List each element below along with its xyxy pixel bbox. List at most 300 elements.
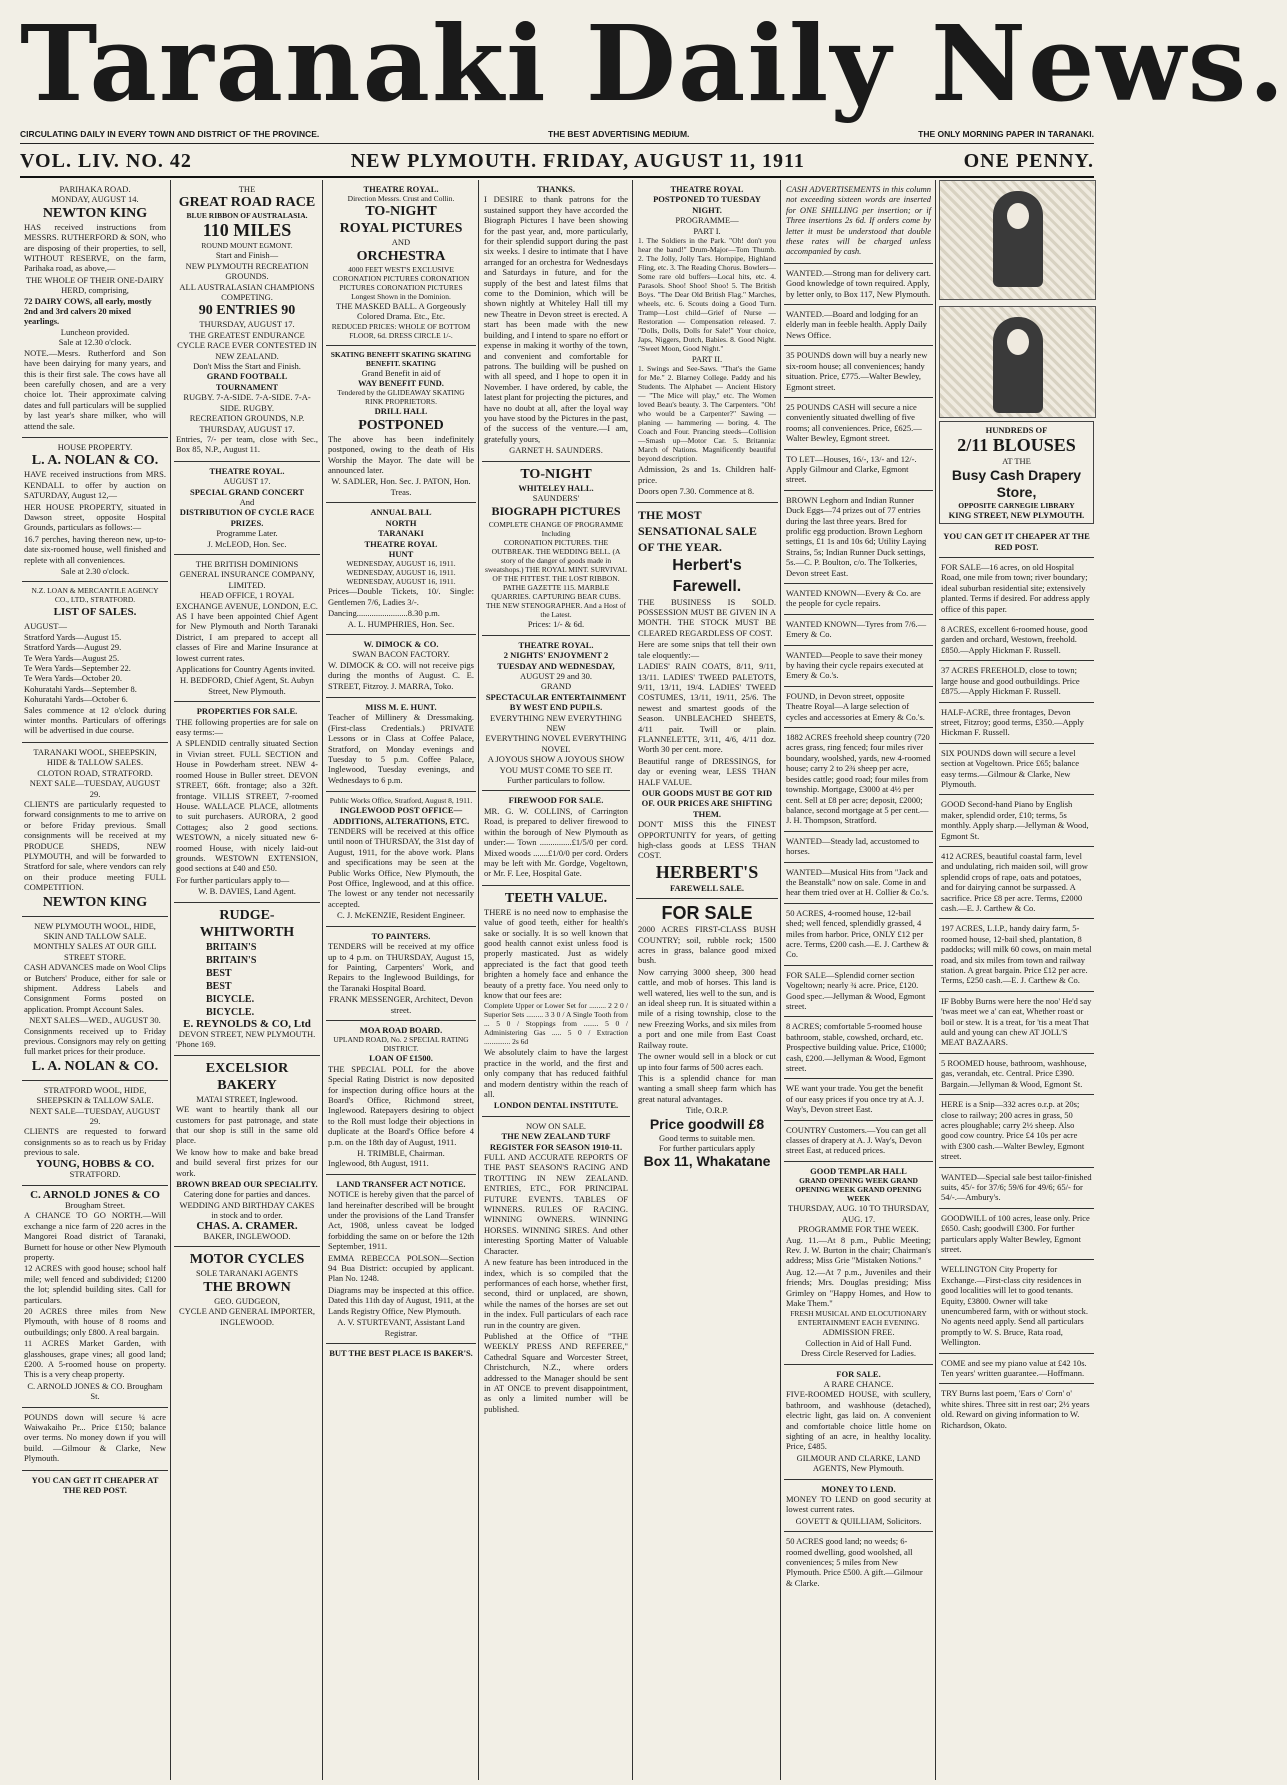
- ad-body: NOTICE is hereby given that the parcel of land hereinafter described will be brought under the provisions of the Land Transfer Act, 1908, unless caveat be lodged forbidding the same on or before the 12th September, 1911.: [328, 1189, 474, 1252]
- ad-line: NEXT SALE—TUESDAY, AUGUST 29.: [29, 778, 161, 799]
- ad-signature: J. McLEOD, Hon. Sec.: [207, 538, 287, 549]
- sale-date: Kohuratahi Yards—September 8.: [24, 683, 137, 694]
- advert-turf-register: [482, 1117, 630, 1420]
- advert-teeth-value: [482, 886, 630, 1117]
- ad-line: PART I.: [693, 225, 721, 236]
- slogan-word: BEST: [206, 980, 232, 992]
- advert-excelsior-bakery: [174, 1056, 320, 1248]
- ad-body: AS I have been appointed Chief Agent for New Plymouth and North Taranaki District, I am prepared to accept all classes of Fire and Marine Insurance at lowest current rates.: [176, 611, 318, 663]
- sale-date: Stratford Yards—August 15.: [24, 631, 122, 642]
- ad-signature: LONDON DENTAL INSTITUTE.: [493, 1100, 619, 1111]
- ad-line: REDUCED PRICES: WHOLE OF BOTTOM FLOOR, 6d. DRESS CIRCLE 1/-.: [331, 321, 471, 340]
- classified-ad: TRY Burns last poem, 'Ears o' Corn' o' white shires. Three sitt in rest oar; 2½ years old. Reward on giving information to W. Richardson, Okato.: [941, 1388, 1090, 1430]
- ad-heading: PARIHAKA ROAD.: [59, 184, 131, 194]
- column-2: [174, 180, 320, 1780]
- ad-line: ANNUAL BALL: [370, 507, 432, 518]
- ad-line: FAREWELL SALE.: [669, 882, 744, 893]
- ad-signature: GILMOUR AND CLARKE, LAND AGENTS, New Plymouth.: [796, 1452, 921, 1474]
- ad-line: 4000 FEET WEST'S EXCLUSIVE CORONATION PICTURES CORONATION PICTURES CORONATION PICTURES: [332, 264, 470, 292]
- ad-line: Further particulars to follow.: [507, 775, 605, 786]
- ad-title: INGLEWOOD POST OFFICE—ADDITIONS, ALTERATIONS, ETC.: [332, 805, 470, 826]
- ad-title: POSTPONED: [358, 417, 444, 433]
- ad-line: OUR GOODS MUST BE GOT RID OF. OUR PRICES ARE SHIFTING THEM.: [641, 787, 773, 819]
- ad-signature: CHAS. A. CRAMER.: [196, 1219, 298, 1232]
- ad-signature: W. B. DAVIES, Land Agent.: [198, 886, 296, 897]
- ad-title: TEETH VALUE.: [504, 890, 608, 906]
- column-1: [22, 180, 168, 1780]
- advert-land-transfer: [326, 1175, 476, 1344]
- ad-line: Don't Miss the Start and Finish.: [193, 361, 301, 372]
- ad-heading: STRATFORD WOOL, HIDE, SHEEPSKIN & TALLOW SALE.: [36, 1084, 154, 1106]
- ad-signature: H. BEDFORD, Chief Agent, St. Aubyn Street, New Plymouth.: [180, 675, 314, 696]
- ad-line: TARANAKI: [378, 528, 424, 539]
- ad-line: LOAN OF £1500.: [369, 1053, 433, 1064]
- fee-list: Complete Upper or Lower Set for ......... 2 2 0 / Superior Sets ......... 3 3 0 / A Single Tooth from ... 5 0 / Stoppings from ........ 5 0 / Administering Gas ..... 5 0 / Extraction .............. 2s 6d: [484, 1001, 628, 1047]
- ad-body: HAS received instructions from MESSRS. RUTHERFORD & SON, who are disposing of their properties, to sell, WITHOUT RESERVE, on the farm, Parihaka road, as above,—: [24, 221, 166, 274]
- ad-title: 2/11 BLOUSES: [957, 435, 1076, 456]
- tagline-left: CIRCULATING DAILY IN EVERY TOWN AND DISTRICT OF THE PROVINCE.: [20, 129, 320, 139]
- ad-line: HUNT: [388, 548, 414, 559]
- classified-ad: WANTED—People to save their money by having their cycle repairs executed at Emery & Co.'s.: [784, 646, 933, 687]
- classified-ad: GOOD Second-hand Piano by English maker, splendid order, £10; terms, 5s monthly. Apply sharp.—Jellyman & Wood, Egmont St.: [939, 795, 1094, 847]
- ad-title: DRILL HALL: [374, 406, 428, 417]
- ad-line: Sale at 2.30 o'clock.: [60, 566, 130, 576]
- ad-heading: THE BRITISH DOMINIONS GENERAL INSURANCE COMPANY, LIMITED.: [179, 558, 315, 590]
- ad-body: Sales commence at 12 o'clock during winter months. Particulars of offerings will be advertised in due course.: [24, 704, 166, 736]
- ad-heading: N.Z. LOAN & MERCANTILE AGENCY CO., LTD., STRATFORD.: [31, 586, 159, 605]
- ad-body: THE SPECIAL POLL for the above Special Rating District is now deposited for inspection during office hours at the Board's Office, Richmond street, Inglewood. Ratepayers desiring to object to the Roll must lodge their objections in duplicate at the Board's Office before 4 p.m. on the 18th day of August, 1911.: [328, 1063, 474, 1147]
- ad-line: Good terms to suitable men.: [658, 1132, 756, 1143]
- slogan-word: BEST: [206, 967, 232, 979]
- ad-line: THE: [238, 184, 256, 194]
- ad-title: Herbert's Farewell.: [672, 556, 742, 595]
- advert-thanks: [482, 180, 630, 462]
- price: ONE PENNY.: [963, 149, 1094, 172]
- classified-ad: HERE is a Snip—332 acres o.r.p. at 20s; close to railway; 200 acres in grass, 50 acres ploughable; carry 2½ sheep. Also good cow country. Price £4 10s per acre with £300 cash.—Walter Bewley, Egmont street.: [939, 1095, 1094, 1167]
- ad-line: Doors open 7.30. Commence at 8.: [638, 486, 755, 497]
- classified-ad: WANTED.—Strong man for delivery cart. Good knowledge of town required. Apply, by letter only, to Box 117, New Plymouth.: [784, 264, 933, 305]
- ad-line: BUT THE BEST PLACE IS BAKER'S.: [329, 1347, 473, 1358]
- ad-line: Sale at 12.30 o'clock.: [58, 337, 132, 348]
- classified-ad: BROWN Leghorn and Indian Runner Duck Eggs—74 prizes out of 77 entries during the last three years. Bred for prolific egg production. Brown Leghorn settings, £1 1s and 10s 6d; Utility Laying Strains, 5s; Indian Runner Duck settings, 5s.—C. P. Boulton, c/o. The Tolkeries, Devon street East.: [784, 491, 933, 584]
- ad-line: GEO. GUDGEON,: [214, 1295, 280, 1306]
- classified-ad: 8 ACRES, excellent 6-roomed house, good garden and orchard, Westown, freehold. £850.—Apply Hickman F. Russell.: [939, 620, 1094, 661]
- advert-road-race: [174, 180, 320, 462]
- ad-title: WHITELEY HALL.: [518, 482, 594, 493]
- column-rule: [170, 180, 171, 1780]
- ad-title: FOR SALE.: [836, 1368, 881, 1379]
- ad-body: MONEY TO LEND on good security at lowest current rates.: [786, 1494, 931, 1515]
- ad-line: RECREATION GROUNDS, N.P.: [189, 413, 305, 424]
- ad-body: Here are some snips that tell their own tale eloquently:—: [638, 639, 776, 660]
- advert-rare-chance: [784, 1365, 933, 1480]
- advert-cycle-concert: [174, 462, 320, 555]
- ad-body: A CHANCE TO GO NORTH.—Will exchange a nice farm of 220 acres in the Mangorei Road district of Taranaki, Burnett for house or other New Plymouth property.: [24, 1210, 166, 1262]
- ad-line: MONTHLY SALES AT OUR GILL STREET STORE.: [33, 941, 157, 962]
- ad-firm: NEWTON KING: [42, 205, 148, 221]
- ad-line: HUNDREDS OF: [985, 425, 1048, 435]
- dateline-rule: [20, 176, 1094, 178]
- ad-signature: FRANK MESSENGER, Architect, Devon street.: [329, 994, 473, 1015]
- ad-line: BROWN BREAD OUR SPECIALITY.: [176, 1179, 318, 1190]
- ad-firm: NEWTON KING: [42, 894, 148, 910]
- classified-ad: GOODWILL of 100 acres, lease only. Price £650. Cash; goodwill £300. For further particulars apply Walter Bewley, Egmont street.: [939, 1209, 1094, 1261]
- dateline: [20, 148, 1094, 174]
- ad-title: THEATRE ROYAL.: [209, 465, 285, 476]
- ad-firm: E. REYNOLDS & CO, Ltd: [183, 1017, 311, 1030]
- advert-post-office-tender: [326, 792, 476, 926]
- ad-line: ROUND MOUNT EGMONT.: [201, 241, 293, 251]
- newspaper-title: Taranaki Daily News.: [20, 2, 1287, 125]
- ad-title: 110 MILES: [202, 220, 292, 241]
- ad-title: Busy Cash Drapery Store,: [951, 466, 1082, 500]
- ad-title: ORCHESTRA: [356, 248, 446, 264]
- advert-taranaki-wool: [22, 743, 168, 917]
- ad-body: LADIES' RAIN COATS, 8/11, 9/11, 13/11. LADIES' TWEED PALETOTS, 9/11, 13/11, 19/4. LADIES' TWEED COSTUMES, 13/11, 19/11, 25/6. The newest and smartest goods of the Season. UNBLEACHED SHEETS, 4/11 pair. Twill or plain. FLANNELETTE, 3/11, 4/6, 4/11 doz. Worth 30 per cent. more.: [638, 661, 776, 755]
- ad-line: A RARE CHANCE.: [823, 1378, 894, 1389]
- ad-title: TO PAINTERS.: [371, 930, 431, 941]
- ad-line: DEVON STREET, NEW PLYMOUTH.: [178, 1028, 316, 1039]
- ad-firm: C. ARNOLD JONES & CO: [30, 1188, 160, 1201]
- ad-line: PROGRAMME—: [675, 215, 739, 226]
- ad-body: The owner would sell in a block or cut up into four farms of 500 acres each.: [638, 1051, 776, 1072]
- ad-line: A JOYOUS SHOW A JOYOUS SHOW: [487, 754, 625, 765]
- ad-title: GRAND FOOTBALL TOURNAMENT: [206, 371, 288, 392]
- advert-bakers: [326, 1344, 476, 1363]
- ad-line: STRATFORD.: [69, 1169, 121, 1180]
- ad-signature: A. L. HUMPHRIES, Hon. Sec.: [347, 618, 455, 629]
- ad-body: DON'T MISS this the FINEST OPPORTUNITY for years, of getting high-class goods at LESS THAN COST.: [638, 819, 776, 861]
- ad-title: DISTRIBUTION OF CYCLE RACE PRIZES.: [179, 507, 315, 528]
- lady-illustration: [939, 180, 1096, 300]
- ad-body: A new feature has been introduced in the index, which is so compiled that the performances of each horse, whether first, second, third or unplaced, are shown, while the names of the horses are set out in the index. Full particulars of each race run in the country are given.: [484, 1257, 628, 1330]
- ad-title: BIOGRAPH PICTURES: [491, 504, 621, 519]
- ad-body: THERE is no need now to emphasise the value of good teeth, either for health's sake or socially. It is so well known that good health cannot exist unless food is properly masticated. Just as widely appreciated is the fact that good teeth brighten a homely face and enhance the beauty of a pretty face. You need only to know that our fees are:: [484, 906, 628, 1000]
- ad-line: HEAD OFFICE, 1 ROYAL EXCHANGE AVENUE, LONDON, E.C.: [176, 590, 318, 611]
- ad-line: Catering done for parties and dances.: [183, 1189, 311, 1200]
- ad-line: SAUNDERS': [532, 492, 580, 503]
- advert-properties: [174, 702, 320, 902]
- ad-body: NOTE.—Mesrs. Rutherford and Son have been dairying for many years, and this is their first sale. The cows have all been carefully chosen, and are a very choice lot. Their approximate calving dates and full particulars will be supplied by last year's share milker, who will attend the sale.: [24, 347, 166, 431]
- classified-ad: 50 ACRES, 4-roomed house, 12-bail shed; well fenced, splendidly grassed, 4 miles from harbor. Price, ONLY £12 per acre. Terms, £200 cash.—E. J. Carthew & Co.: [784, 904, 933, 966]
- ad-line: AT THE: [1002, 456, 1031, 467]
- ad-line: EVERYTHING NEW EVERYTHING NEW: [489, 712, 623, 734]
- sales-list: [24, 632, 166, 705]
- advert-rudge-whitworth: [174, 903, 320, 1056]
- ad-line: GRAND OPENING WEEK GRAND OPENING WEEK GRAND OPENING WEEK: [795, 1176, 922, 1204]
- ad-body: HER HOUSE PROPERTY, situated in Dawson street, opposite Hospital Grounds, particulars as follows:—: [24, 501, 166, 533]
- ad-line: NEW PLYMOUTH RECREATION GROUNDS.: [185, 260, 309, 282]
- slogan-word: BRITAIN'S: [206, 941, 257, 953]
- advert-red-post: [22, 1471, 168, 1501]
- ad-line: Title, O.R.P.: [686, 1105, 728, 1116]
- ad-line: 72 DAIRY COWS, all early, mostly 2nd and 3rd calvers 20 mixed yearlings.: [24, 295, 152, 327]
- ad-body: 11 ACRES Market Garden, with glasshouses, grape vines; all good land; £200. A 5-roomed house on property. This is a very cheap property.: [24, 1338, 166, 1380]
- classified-ad: 37 ACRES FREEHOLD, close to town; large house and good outbuildings. Price £875.—Apply Hickman F. Russell.: [939, 661, 1094, 702]
- ad-body: We know how to make and bake bread and build several first prizes for our work.: [176, 1146, 318, 1178]
- ad-body: W. DIMOCK & CO. will not receive pigs during the months of August. C. E. STREET, Fitzroy. J. MARRA, Toko.: [328, 659, 474, 691]
- ad-line: SOLE TARANAKI AGENTS: [195, 1268, 299, 1279]
- ad-line: AUGUST 17.: [223, 476, 271, 487]
- ad-line: KING STREET, NEW PLYMOUTH.: [948, 509, 1085, 520]
- classified-ad: FOR SALE—Splendid corner section Vogeltown; nearly ¾ acre. Price, £120. Good spec.—Jellyman & Wood, Egmont street.: [784, 966, 933, 1018]
- ad-line: SKATING BENEFIT SKATING SKATING BENEFIT. SKATING: [330, 349, 472, 368]
- advert-painters: [326, 927, 476, 1021]
- column-rule: [935, 180, 936, 1780]
- ad-line: CLOTON ROAD, STRATFORD.: [37, 767, 153, 778]
- sale-date: Te Wera Yards—August 25.: [24, 652, 120, 663]
- advert-stratford-wool: [22, 1081, 168, 1186]
- slogan-word: BICYCLE.: [206, 1006, 255, 1018]
- ad-line: For further particulars apply: [658, 1142, 756, 1153]
- advert-herberts-sale: [636, 503, 778, 900]
- ad-line: Longest Shown in the Dominion.: [351, 291, 451, 301]
- ad-line: 2 NIGHTS' ENJOYMENT 2 TUESDAY AND WEDNESDAY,: [497, 650, 615, 671]
- ad-signature: GOVETT & QUILLIAM, Solicitors.: [795, 1515, 922, 1526]
- advert-millinery: [326, 698, 476, 792]
- column-rule: [632, 180, 633, 1780]
- ad-title: EXCELSIOR BAKERY: [205, 1060, 289, 1093]
- ad-signature: C. J. McKENZIE, Resident Engineer.: [337, 910, 465, 921]
- ad-body: Entries, 7/- per team, close with Sec., Box 85, N.P., August 11.: [176, 433, 318, 455]
- ad-line: SWAN BACON FACTORY.: [352, 649, 450, 660]
- ad-heading: TARANAKI WOOL, SHEEPSKIN, HIDE & TALLOW SALES.: [33, 746, 157, 768]
- ad-body: WE want to heartily thank all our customers for past patronage, and state that our shop is still in the same old place.: [176, 1104, 318, 1146]
- ad-title: THE BROWN: [203, 1279, 291, 1295]
- ad-line: THE WHOLE OF THEIR ONE-DAIRY HERD, comprising,: [25, 274, 165, 296]
- classified-ad: WELLINGTON City Property for Exchange.—First-class city residences in good localities will let to good tenants. Equity, £3800. Owner will take unencumbered farm, with or without stock. No agents need apply. Send all particulars promptly to W. S. Bruce, Rata road, Wellington.: [939, 1260, 1094, 1353]
- classified-ad: FOUND, in Devon street, opposite Theatre Royal—A large selection of cycles and accessories at Emery & Co.'s.: [784, 687, 933, 728]
- ad-title: FIREWOOD FOR SALE.: [508, 795, 604, 806]
- ad-body: 16.7 perches, having thereon new, up-to-date six-roomed house, well finished and replete with all conveniences.: [24, 533, 166, 565]
- ad-body: 12 ACRES with good house; school half mile; well fenced and subdivided; £1200 the lot; splendid building sites. Call for particulars.: [24, 1263, 166, 1305]
- advert-money-to-lend: [784, 1480, 933, 1533]
- advert-postponed-concert: [636, 180, 778, 503]
- ad-line: THURSDAY, AUGUST 17.: [199, 319, 295, 330]
- tagline-right: THE ONLY MORNING PAPER IN TARANAKI.: [918, 129, 1094, 139]
- tagline: [20, 129, 1094, 139]
- ad-line: BAKER, INGLEWOOD.: [203, 1231, 291, 1242]
- classified-ad: 197 ACRES, L.I.P., handy dairy farm, 5-roomed house, 12-bail shed, plantation, 8 paddocks; will milk 60 cows, on main metal road, and six miles from town and railway station. A great bargain. Price £12 per acre. Terms, £250 cash.—E. J. Carthew & Co.: [939, 919, 1094, 991]
- ad-line: 'Phone 169.: [176, 1039, 216, 1050]
- ad-body: Published at the Office of "THE WEEKLY PRESS AND REFEREE," Cathedral Square and Worcester Street, Christchurch, N.Z., where orders addressed to the Manager should be sent in AT ONCE to prevent disappointment, as only a limited number will be published.: [484, 1330, 628, 1414]
- classified-ad: WE want your trade. You get the benefit of our easy prices if you once try at A. J. Way's, Devon street East.: [784, 1079, 933, 1120]
- column-rule: [322, 180, 323, 1780]
- advert-dimock: [326, 635, 476, 698]
- ad-body: MR. G. W. COLLINS, of Carrington Road, is prepared to deliver firewood to within the borough of New Plymouth as under:— Town ...............£1/5/0 per cord. Mixed woods .......£1/0/0 per cord. Orders may be left with Mr. Gordge, Vogeltown, or Mr. F. Lee, Hospital Gate.: [484, 805, 628, 879]
- column-3: [326, 180, 476, 1780]
- ad-body: THE following properties are for sale on easy terms:—: [176, 716, 318, 738]
- cash-ad-notice: [784, 180, 933, 264]
- ad-line: NORTH: [385, 517, 417, 528]
- ad-line: YOU CAN GET IT CHEAPER AT THE RED POST.: [943, 531, 1090, 552]
- ad-line: CYCLE AND GENERAL IMPORTER, INGLEWOOD.: [178, 1306, 316, 1327]
- ad-title: 90 ENTRIES 90: [198, 303, 296, 319]
- ad-body: The above has been indefinitely postponed, owing to the death of His Worship the Mayor. The date will be announced later.: [328, 433, 474, 476]
- slogan-word: BICYCLE.: [206, 993, 255, 1005]
- classified-ad: WANTED.—Board and lodging for an elderly man in feeble health. Apply Daily News Office.: [784, 305, 933, 346]
- ad-line: THE MASKED BALL. A Gorgeously Colored Drama. Etc., Etc.: [336, 300, 466, 322]
- advert-west-end: [482, 636, 630, 792]
- classified-ad: FOR SALE—16 acres, on old Hospital Road, one mile from town; river boundary; ideal suburban residential site; extensively planted. Terms if desired. For address apply office of this paper.: [939, 558, 1094, 620]
- ad-title: SPECIAL GRAND CONCERT: [190, 486, 304, 497]
- place-date: NEW PLYMOUTH. FRIDAY, AUGUST 11, 1911: [350, 149, 805, 172]
- ad-body: Teacher of Millinery & Dressmaking. (First-class Credentials.) PRIVATE Lessons or in Class at Coffee Palace, Stratford, on Monday evenings and Tuesday to 5 p.m. Coffee Palace, Inglewood, Tuesday evenings, and Wednesdays to 6 p.m.: [328, 712, 474, 785]
- ad-body: FIVE-ROOMED HOUSE, with scullery, bathroom, and washhouse (detached), electric light, gas laid on. A convenient and comfortable choice little home on sighting of an acre, in healthy locality. Price, £485.: [786, 1389, 931, 1452]
- ad-body: Now carrying 3000 sheep, 300 head cattle, and mob of horses. This land is well watered, lies well to the sun, and is an ideal sheep run. It is situated within a mile of a rising township, close to the new Freezing Works, and six miles from a port and one mile from East Coast Railway route.: [638, 966, 776, 1050]
- advert-arnold-jones: [22, 1186, 168, 1408]
- sale-date: Kohuratahi Yards—October 6.: [24, 694, 128, 705]
- ad-body: Applications for Country Agents invited.: [176, 664, 316, 675]
- classified-ad: COME and see my piano value at £42 10s. Ten years' written guarantee.—Hoffmann.: [939, 1354, 1094, 1385]
- masthead-rule: [20, 143, 1094, 144]
- ad-line: And: [239, 496, 255, 507]
- ad-body: For further particulars apply to—: [176, 874, 290, 885]
- ad-title: SPECTACULAR ENTERTAINMENT BY WEST END PUPILS.: [485, 691, 627, 713]
- advert-pounds-down: [22, 1408, 168, 1471]
- sale-date: Stratford Yards—August 29.: [24, 642, 122, 653]
- ad-body: Prices—Double Tickets, 10/. Single: Gentlemen 7/6, Ladies 3/-.: [328, 586, 474, 607]
- ad-title: LIST OF SALES.: [53, 606, 137, 619]
- advert-red-post: [939, 527, 1094, 558]
- classified-ad: WANTED KNOWN—Every & Co. are the people for cycle repairs.: [784, 584, 933, 615]
- ad-title: TO-NIGHT: [520, 466, 592, 482]
- ad-title: WAY BENEFIT FUND.: [358, 378, 444, 389]
- ad-body: HAVE received instructions from MRS. KENDALL to offer by auction on SATURDAY, August 12,—: [24, 469, 166, 501]
- column-7: [939, 180, 1094, 1780]
- classified-ad: 50 ACRES good land; no weeds; 6-roomed dwelling, good woolshed, all conveniences; 5 miles from New Plymouth. Price £500. A gift.—Gilmour & Clarke.: [786, 1536, 923, 1588]
- advert-np-wool: [22, 917, 168, 1081]
- ad-line: UPLAND ROAD, No. 2 SPECIAL RATING DISTRICT.: [333, 1035, 469, 1054]
- ad-signature: C. ARNOLD JONES & CO. Brougham St.: [27, 1380, 163, 1402]
- ad-title: Box 11, Whakatane: [643, 1153, 771, 1170]
- ad-line: FRESH MUSICAL AND ELOCUTIONARY ENTERTAINMENT EACH EVENING.: [790, 1309, 927, 1328]
- classified-ad: TO LET—Houses, 16/-, 13/- and 12/-. Apply Gilmour and Clarke, Egmont street.: [784, 450, 933, 491]
- ad-heading: HOUSE PROPERTY.: [57, 441, 133, 452]
- classified-ad: 5 ROOMED house, bathroom, washhouse, gas, verandah, etc. Central. Price £390. Bargain.—Jellyman & Wood, Egmont St.: [939, 1054, 1094, 1095]
- figure-face: [1007, 203, 1029, 229]
- ad-body: I DESIRE to thank patrons for the sustained support they have accorded the Biograph Pictures I have been showing for the past year, and, more particularly, for their splendid support during the past six weeks. I desire to intimate that I have arranged for an orchestra for Wednesdays and Saturdays in future, and for the supply of the best and latest films that come to the Dominion, which will be shown nightly at Whiteley Hall till my new Theatre in Devon street is erected. A start has been made with the new building, and I intend to spare no effort or expense in making it worthy of the town, and convenient and comfortable for patrons. The building will be pushed on with all speed, and I hope to open it in November. I have ordered, by cable, the latest plant for projecting the pictures, and have no doubt at all, after the loyal way you have stood by the Pictures in the past, of the success of the venture.—I am, gratefully yours,: [484, 194, 628, 444]
- ad-line: THURSDAY, AUG. 10 TO THURSDAY, AUG. 17.: [787, 1203, 929, 1224]
- ad-title: FOR SALE: [661, 903, 753, 924]
- classified-ad: 25 POUNDS CASH will secure a nice conveniently situated dwelling of five rooms; all conveniences. Price, £625.—Walter Bewley, Egmont street.: [784, 398, 933, 450]
- ad-signature: A. V. STURTEVANT, Assistant Land Registrar.: [337, 1317, 465, 1338]
- ad-line: THURSDAY, AUGUST 17.: [199, 423, 295, 434]
- ad-line: Programme Later.: [216, 528, 278, 539]
- ad-title: PROPERTIES FOR SALE.: [196, 706, 298, 717]
- ad-line: Public Works Office, Stratford, August 8, 1911.: [329, 796, 473, 806]
- column-rule: [478, 180, 479, 1780]
- ad-title: GOOD TEMPLAR HALL: [810, 1165, 907, 1176]
- ad-title: THEATRE ROYAL.: [363, 184, 439, 194]
- classified-ad: IF Bobby Burns were here the noo' He'd say 'twas meet we a' can eat, Whether roast or boil or stew. It is a treat, for 'tis a meat That auld and young can chew AT JOLL'S MEAT BAZAARS.: [939, 992, 1094, 1054]
- advert-moa-road-board: [326, 1021, 476, 1175]
- ad-body: Consignments received up to Friday previous. Consignors may rely on getting full market prices for their produce.: [24, 1025, 166, 1057]
- ad-body: CASH ADVERTISEMENTS in this column not exceeding sixteen words are inserted for ONE SHILLING per insertion; or if Three insertions 2s 6d. If orders come by letter it must be understood that double these rates will be charged unless accompanied by cash.: [786, 184, 931, 257]
- ad-body: We absolutely claim to have the largest practice in the world, and the first and only company that has reduced faithful and modern dentistry within the reach of all.: [484, 1047, 628, 1099]
- ad-title: THE MOST SENSATIONAL SALE OF THE YEAR.: [638, 507, 757, 554]
- ad-line: YOU CAN GET IT CHEAPER AT THE RED POST.: [31, 1474, 159, 1496]
- sale-date: Te Wera Yards—October 20.: [24, 673, 122, 684]
- ad-date: MONDAY, AUGUST 14.: [51, 194, 139, 205]
- ad-line: WEDDING AND BIRTHDAY CAKES in stock and to order.: [179, 1199, 315, 1221]
- ad-line: MATAI STREET, Inglewood.: [196, 1093, 298, 1104]
- ad-line: NEXT SALE—TUESDAY, AUGUST 29.: [29, 1105, 161, 1127]
- ad-line: ALL AUSTRALASIAN CHAMPIONS COMPETING.: [179, 281, 315, 303]
- ad-body: FULL AND ACCURATE REPORTS OF THE PAST SEASON'S RACING AND TROTTING IN NEW ZEALAND. ENTRIES, ETC., FOR PRINCIPAL FUTURE EVENTS. TABLES OF WINNERS. RULES OF RACING. WINNING OWNERS. WINNING HORSES. WINNING SIRES. And other interesting Sporting Matter of Valuable Character.: [484, 1152, 628, 1256]
- ad-line: Brougham Street.: [65, 1199, 125, 1210]
- classified-ad: WANTED—Musical Hits from "Jack and the Beanstalk" now on sale. Come in and hear them tried over at H. Collier & Co.'s.: [784, 863, 933, 904]
- classified-ad: HALF-ACRE, three frontages, Devon street, Fitzroy; good terms, £350.—Apply Hickman F. Russell.: [939, 703, 1094, 744]
- advert-insurance: [174, 555, 320, 702]
- ad-line: Start and Finish—: [215, 250, 279, 261]
- ad-signature: H. TRIMBLE, Chairman.: [357, 1148, 445, 1158]
- ad-signature: HERBERT'S: [655, 861, 759, 882]
- ad-body: 20 ACRES three miles from New Plymouth, with house of 8 rooms and outbuildings; only £800. A real bargain.: [24, 1305, 166, 1337]
- ad-line: GRAND: [540, 681, 572, 692]
- ad-firm: L. A. NOLAN & CO.: [31, 453, 159, 469]
- ad-title: THEATRE ROYAL.: [518, 639, 594, 650]
- ad-title: MONEY TO LEND.: [821, 1483, 896, 1494]
- ad-line: Prices: 1/- & 6d.: [527, 619, 585, 630]
- classified-ad: COUNTRY Customers.—You can get all classes of drapery at A. J. Way's, Devon street East, at reduced prices.: [784, 1121, 933, 1162]
- ad-line: AND: [391, 237, 411, 248]
- classified-ad: 8 ACRES; comfortable 5-roomed house bathroom, stable, cowshed, orchard, etc. Prospective building value. Price, £1000; cash, £200.—Jellyman & Wood, Egmont street.: [784, 1017, 933, 1079]
- ad-firm: YOUNG, HOBBS & CO.: [35, 1157, 155, 1170]
- classified-ad: WANTED KNOWN—Tyres from 7/6.—Emery & Co.: [784, 615, 933, 646]
- ad-line: Dancing........................8.30 p.m.: [328, 608, 440, 619]
- ad-line: Inglewood, 8th August, 1911.: [328, 1158, 429, 1169]
- ad-title: THE NEW ZEALAND TURF REGISTER FOR SEASON 1910-11.: [489, 1131, 623, 1152]
- ad-title: ROYAL PICTURES: [339, 221, 463, 237]
- programme-items: 1. Swings and See-Saws. "That's the Game for Me." 2. Blarney College. Paddy and his Students. The Alphabet — Ancient History — "The Mice will play," etc. The Women loved Beau's beauty. 3. The Carpenters. "Oh! who would be a Carpenter?" Sawing — planing — hammering — boring. 4. The Coach and Four. Prancing steeds—Collision—Smash up—Motor Car. 5. Britannia: March of Nations. Magnificently beautiful beyond description.: [638, 364, 776, 464]
- ad-line: Luncheon provided.: [60, 326, 130, 337]
- advert-whakatane-farm: [636, 899, 778, 1175]
- ad-body: TENDERS will be received at my office up to 4 p.m. on THURSDAY, August 15, for Painting, Carpenters' Work, and Repairs to the Inglewood Buildings, for the Taranaki Hospital Board.: [328, 941, 474, 993]
- ad-line: Tendered by the GLIDEAWAY SKATING RINK PROPRIETORS.: [337, 388, 465, 407]
- ad-signature: W. SADLER, Hon. Sec. J. PATON, Hon. Treas.: [331, 476, 471, 497]
- ad-line: OPPOSITE CARNEGIE LIBRARY: [958, 500, 1075, 510]
- classified-ad: WANTED—Steady lad, accustomed to horses.: [784, 832, 933, 863]
- figure-face: [1007, 329, 1029, 355]
- ad-line: PROGRAMME FOR THE WEEK.: [798, 1224, 919, 1235]
- ad-title: MOA ROAD BOARD.: [359, 1024, 443, 1035]
- ad-body: THE BUSINESS IS SOLD. POSSESSION MUST BE GIVEN IN A MONTH. THE STOCK MUST BE CLEARED REGARDLESS OF COST.: [638, 596, 776, 638]
- ad-body: EMMA REBECCA POLSON—Section 94 Bua District: occupied by applicant. Plan No. 1248.: [328, 1252, 474, 1284]
- ad-title: THANKS.: [536, 184, 576, 194]
- advert-loan-mercantile: [22, 582, 168, 742]
- tagline-middle: THE BEST ADVERTISING MEDIUM.: [548, 129, 690, 139]
- ad-line: THE GREATEST ENDURANCE CYCLE RACE EVER CONTESTED IN NEW ZEALAND.: [177, 329, 317, 361]
- programme-items: 1. The Soldiers in the Park. "Oh! don't you hear the band!" Drum-Major—Tom Thumb. 2. The Jolly, Jolly Tars. Hornpipe, Highland Fling, etc. 3. The Reading Chorus. Bowlers—Some rare old buffers—Local hits, etc. 4. Parasols. Shoo! Shoo! Shoo! 5. The British Boys. "The Dear Old British Flag." Marches, wheels, etc. 6. Scouts doing a Good Turn. Tramp—Lost child—Grief of Nurse — Restoration — Compensation released. 7. "Dolls, Dolls, Dolls for Sale!" Your choice, Japs, Niggers, Dutch, Babies. 8. Good Night. "Sweet Moon, Good Night.": [638, 236, 776, 354]
- ad-line: WEDNESDAY, AUGUST 16, 1911. WEDNESDAY, AUGUST 16, 1911. WEDNESDAY, AUGUST 16, 1911.: [346, 559, 456, 587]
- ad-title: RUDGE-WHITWORTH: [199, 907, 295, 940]
- advert-skating-benefit: [326, 346, 476, 504]
- ad-body: CLIENTS are particularly requested to forward consignments to me to arrive on or before Friday previous. Small consignments will be received at my PRODUCE SHEDS, NEW PLYMOUTH, and will be forwarded to Stratford for sale, where vendors can rely on their produce meeting FULL COMPETITION.: [24, 798, 166, 893]
- volume-number: VOL. LIV. NO. 42: [20, 149, 192, 172]
- classified-ad: 35 POUNDS down will buy a nearly new six-room house; all conveniences; handy situation. Price, £775.—Walter Bewley, Egmont street.: [784, 346, 933, 398]
- ad-line: BLUE RIBBON OF AUSTRALASIA.: [186, 211, 308, 221]
- advert-biograph: [482, 462, 630, 636]
- ad-body: CASH ADVANCES made on Wool Clips or Butchers' Produce, either for sale or shipment. Address Labels and Consignment Forms posted on application. Prompt Account Sales.: [24, 962, 166, 1014]
- ad-signature: GARNET H. SAUNDERS.: [509, 445, 603, 456]
- classified-ad: 412 ACRES, beautiful coastal farm, level and undulating, rich maiden soil, will grow splendid crops of rape, oats and potatoes, and for dairying cannot be surpassed. A sacrifice. Price £8 per acre. Terms, £2000 cash.—E. J. Carthew & Co.: [939, 847, 1094, 919]
- ad-firm: MISS M. E. HUNT.: [365, 701, 437, 712]
- ad-title: MOTOR CYCLES: [189, 1252, 305, 1268]
- ad-title: Price goodwill £8: [649, 1115, 765, 1132]
- sale-date: Te Wera Yards—September 22.: [24, 663, 131, 674]
- ad-title: TO-NIGHT: [365, 204, 437, 220]
